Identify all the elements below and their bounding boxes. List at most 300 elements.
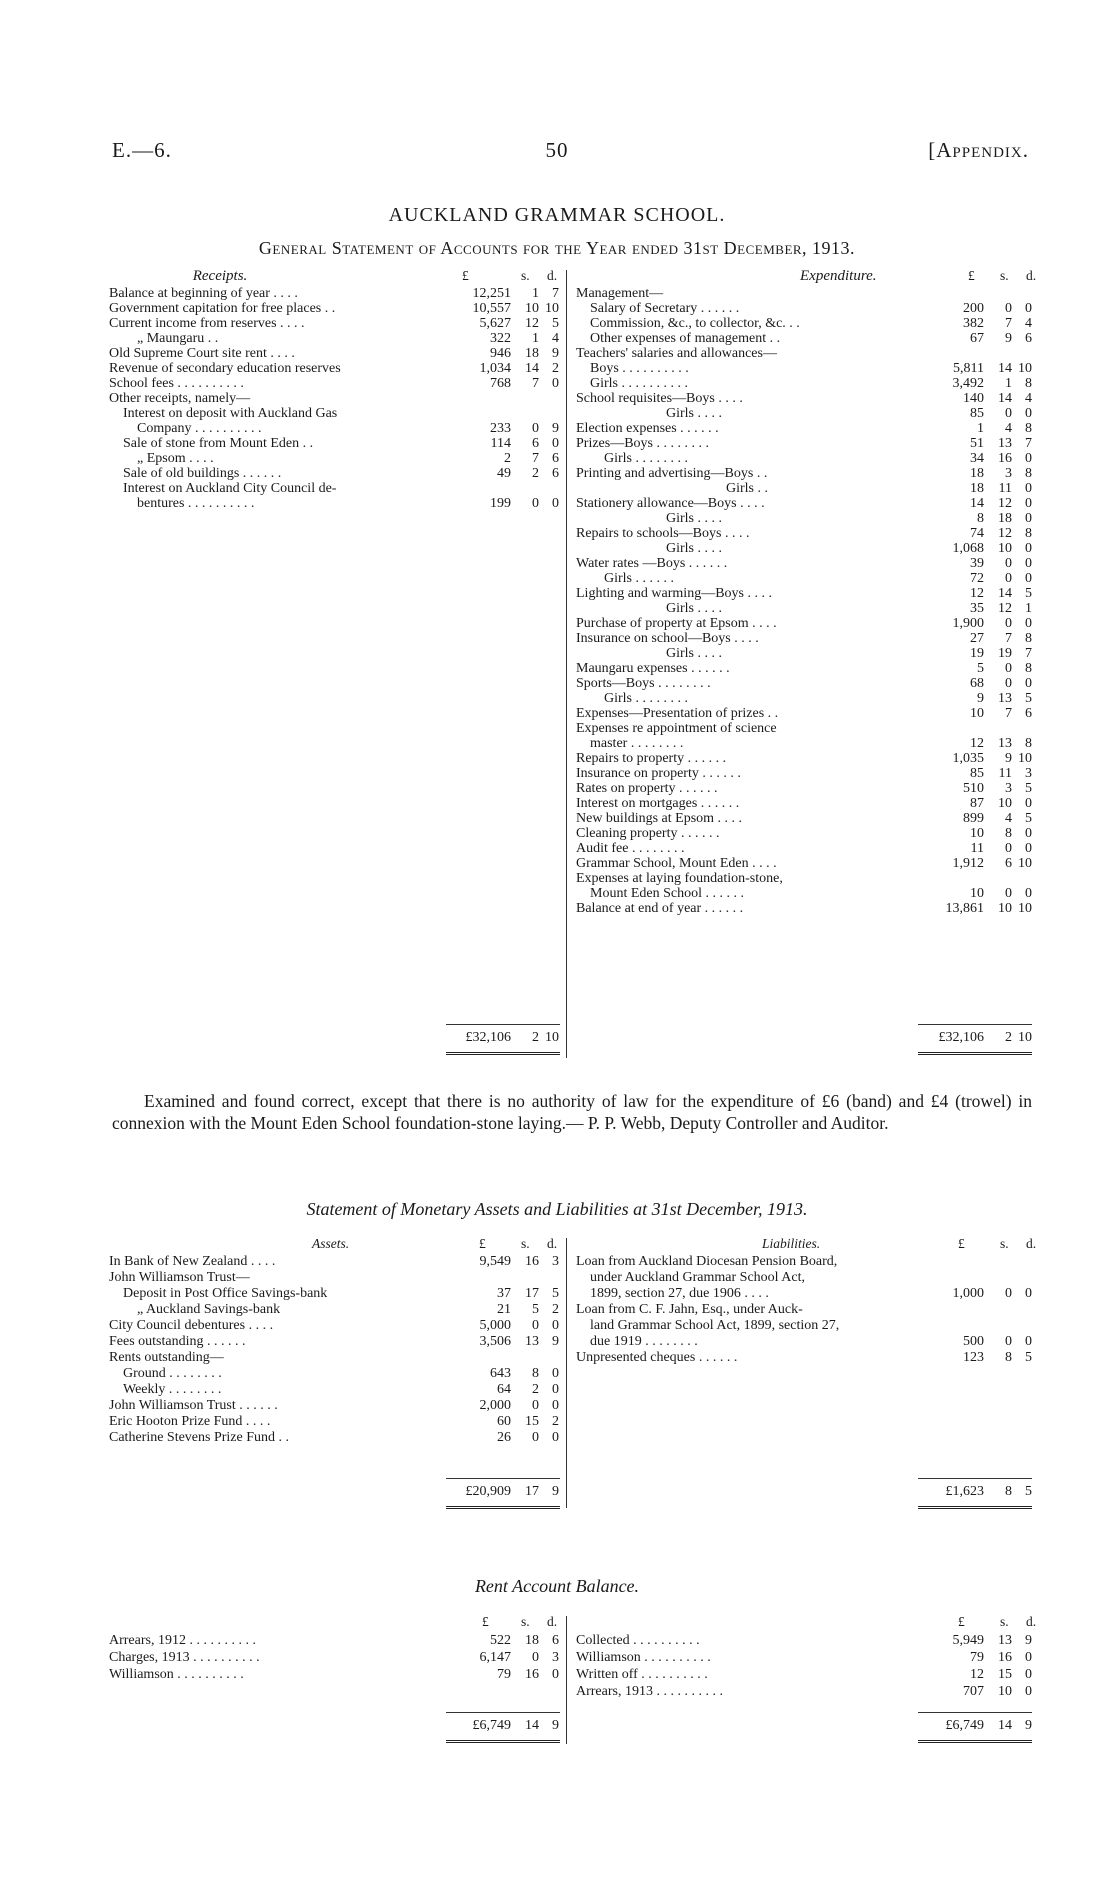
expenditure-row-label: Girls . . . . <box>666 541 722 556</box>
liab-s-head: s. <box>1000 1236 1009 1251</box>
receipt-row-shillings: 2 <box>532 466 539 481</box>
expenditure-row-label: Maungaru expenses . . . . . . <box>576 661 730 676</box>
receipt-row-pence: 2 <box>552 361 559 376</box>
expenditure-row <box>576 376 1032 391</box>
rent-right-double-rule <box>918 1740 1032 1745</box>
asset-row-label: Catherine Stevens Prize Fund . . <box>109 1430 290 1445</box>
expenditure-row <box>576 571 1032 586</box>
expenditure-row-pence: 0 <box>1025 556 1032 571</box>
expenditure-row <box>576 781 1032 796</box>
expenditure-row-shillings: 3 <box>1005 466 1012 481</box>
receipt-row-pounds: 199 <box>490 496 511 511</box>
expenditure-row <box>576 511 1032 526</box>
expenditure-row-pence: 1 <box>1025 601 1032 616</box>
expenditure-row-pounds: 5 <box>977 661 984 676</box>
liability-row-shillings: 8 <box>1005 1350 1012 1365</box>
receipt-row-shillings: 7 <box>532 376 539 391</box>
receipt-row-pence: 6 <box>552 451 559 466</box>
expenditure-row <box>576 301 1032 316</box>
expenditure-row <box>576 436 1032 451</box>
assets-total-row-pounds: £20,909 <box>465 1484 511 1499</box>
assets-table <box>109 1254 559 1446</box>
asset-row-shillings: 0 <box>532 1398 539 1413</box>
asset-row <box>109 1302 559 1318</box>
expenditure-row-label: Expenses at laying foundation-stone, <box>576 871 783 886</box>
asset-row-shillings: 2 <box>532 1382 539 1397</box>
expenditure-row-label: Interest on mortgages . . . . . . <box>576 796 740 811</box>
receipt-row-label: Interest on deposit with Auckland Gas <box>123 406 338 421</box>
receipt-row <box>109 376 559 391</box>
expenditure-row-shillings: 9 <box>1005 751 1012 766</box>
expenditure-row-shillings: 7 <box>1005 316 1012 331</box>
expenditure-row-pounds: 12 <box>970 586 984 601</box>
expenditure-row-pence: 0 <box>1025 406 1032 421</box>
liability-row <box>576 1318 1032 1334</box>
receipt-row-label: bentures . . . . . . . . . . <box>137 496 255 511</box>
expenditure-row-shillings: 0 <box>1005 301 1012 316</box>
expenditure-row <box>576 346 1032 361</box>
expenditure-row-label: Girls . . . . <box>666 406 722 421</box>
expenditure-row-shillings: 10 <box>998 796 1012 811</box>
expenditure-row-shillings: 10 <box>998 541 1012 556</box>
asset-row-label: Eric Hooton Prize Fund . . . . <box>109 1414 271 1429</box>
expenditure-row-shillings: 4 <box>1005 811 1012 826</box>
exp-total-rule <box>918 1024 1032 1025</box>
expenditure-row <box>576 841 1032 856</box>
receipt-row <box>109 361 559 376</box>
expenditure-row <box>576 556 1032 571</box>
receipts-total-row-pence: 10 <box>545 1030 559 1045</box>
receipt-row-pence: 10 <box>545 301 559 316</box>
expenditure-row-label: Balance at end of year . . . . . . <box>576 901 744 916</box>
expenditure-row <box>576 826 1032 841</box>
liability-row <box>576 1254 1032 1270</box>
rent-right-d-head: d. <box>1026 1614 1037 1629</box>
expenditure-row-pence: 5 <box>1025 691 1032 706</box>
rent-credit-row-shillings: 13 <box>998 1633 1012 1648</box>
expenditure-row-label: Girls . . . . . . . . <box>604 451 688 466</box>
expenditure-row <box>576 316 1032 331</box>
document-title: AUCKLAND GRAMMAR SCHOOL. <box>388 204 726 226</box>
expenditure-row-pounds: 72 <box>970 571 984 586</box>
expenditure-row-pence: 0 <box>1025 451 1032 466</box>
assets-liabilities-title: Statement of Monetary Assets and Liabilities at 31st December, 1913. <box>306 1199 808 1219</box>
receipt-row-pounds: 12,251 <box>472 286 511 301</box>
page-number: 50 <box>545 138 569 162</box>
rent-charge-row-pounds: 522 <box>490 1633 511 1648</box>
asset-row-pence: 2 <box>552 1302 559 1317</box>
expenditure-row-pence: 7 <box>1025 436 1032 451</box>
rent-charge-row-pence: 6 <box>552 1633 559 1648</box>
receipt-row-shillings: 12 <box>525 316 539 331</box>
asset-row-pence: 0 <box>552 1430 559 1445</box>
receipt-row-pounds: 49 <box>497 466 511 481</box>
rent-left-d-head: d. <box>547 1614 558 1629</box>
expenditure-row-label: Salary of Secretary . . . . . . <box>590 301 740 316</box>
asset-row-pounds: 5,000 <box>479 1318 511 1333</box>
liability-row-shillings: 0 <box>1005 1286 1012 1301</box>
expenditure-caption: Expenditure. <box>800 268 877 284</box>
expenditure-row-shillings: 0 <box>1005 886 1012 901</box>
expenditure-row <box>576 796 1032 811</box>
expenditure-row-pence: 10 <box>1018 361 1032 376</box>
liability-row-label: Unpresented cheques . . . . . . <box>576 1350 738 1365</box>
exp-double-rule <box>918 1052 1032 1057</box>
receipt-row <box>109 496 559 511</box>
receipt-row <box>109 451 559 466</box>
expenditure-row-pounds: 1,035 <box>952 751 984 766</box>
expenditure-row-shillings: 13 <box>998 736 1012 751</box>
liabilities-total-row-pence: 5 <box>1025 1484 1032 1499</box>
receipts-caption: Receipts. <box>192 268 248 284</box>
liability-row-label: land Grammar School Act, 1899, section 27, <box>590 1318 840 1333</box>
expenditure-row-pence: 4 <box>1025 391 1032 406</box>
liabilities-table <box>576 1254 1032 1366</box>
receipt-row-pence: 4 <box>552 331 559 346</box>
expenditure-row <box>576 331 1032 346</box>
receipt-row <box>109 286 559 301</box>
asset-row <box>109 1334 559 1350</box>
expenditure-total-row <box>576 1030 1032 1045</box>
expenditure-row-shillings: 0 <box>1005 676 1012 691</box>
receipt-row <box>109 481 559 496</box>
receipt-row-label: Balance at beginning of year . . . . <box>109 286 298 301</box>
liability-row <box>576 1286 1032 1302</box>
expenditure-row-label: Commission, &c., to collector, &c. . . <box>590 316 800 331</box>
asset-row-pence: 2 <box>552 1414 559 1429</box>
receipt-row-label: Current income from reserves . . . . <box>109 316 305 331</box>
expenditure-row <box>576 646 1032 661</box>
receipts-total-rule <box>446 1024 560 1025</box>
expenditure-row-pence: 8 <box>1025 736 1032 751</box>
expenditure-row-pounds: 10 <box>970 886 984 901</box>
rent-charge-row <box>109 1666 559 1683</box>
liability-row <box>576 1350 1032 1366</box>
expenditure-row-label: Girls . . . . <box>666 601 722 616</box>
rent-right-total-row-shillings: 14 <box>998 1718 1012 1733</box>
expenditure-row-shillings: 4 <box>1005 421 1012 436</box>
expenditure-row-pence: 5 <box>1025 811 1032 826</box>
expenditure-row-pounds: 8 <box>977 511 984 526</box>
receipt-row <box>109 316 559 331</box>
assets-caption: Assets. <box>312 1236 350 1251</box>
receipt-row-shillings: 0 <box>532 421 539 436</box>
exp-pound-head: £ <box>968 268 975 283</box>
receipt-row <box>109 346 559 361</box>
rent-credit-row-label: Written off . . . . . . . . . . <box>576 1667 708 1682</box>
receipt-row-pence: 7 <box>552 286 559 301</box>
page-code: E.—6. <box>112 138 172 162</box>
expenditure-row-label: Other expenses of management . . <box>590 331 781 346</box>
expenditure-row <box>576 856 1032 871</box>
expenditure-row-label: Teachers' salaries and allowances— <box>576 346 777 361</box>
expenditure-row-shillings: 0 <box>1005 661 1012 676</box>
expenditure-row-label: School requisites—Boys . . . . <box>576 391 743 406</box>
expenditure-row-label: Insurance on school—Boys . . . . <box>576 631 759 646</box>
asset-row-pence: 5 <box>552 1286 559 1301</box>
expenditure-row-pounds: 14 <box>970 496 984 511</box>
rent-credit-row-label: Collected . . . . . . . . . . <box>576 1633 700 1648</box>
rent-charge-row-shillings: 16 <box>525 1667 539 1682</box>
expenditure-row-pence: 8 <box>1025 421 1032 436</box>
expenditure-row-label: Girls . . . . <box>666 511 722 526</box>
audit-note: Examined and found correct, except that there is no authority of law for the expenditure of £6 (band) and £4 (trowel) in connexion with the Mount Eden School foundation-stone laying.— P. P. Webb, Deputy Controller and Auditor. <box>112 1091 1032 1133</box>
receipt-row-label: Old Supreme Court site rent . . . . <box>109 346 295 361</box>
rent-credit-row <box>576 1649 1032 1666</box>
expenditure-row-pence: 0 <box>1025 796 1032 811</box>
expenditure-row-shillings: 3 <box>1005 781 1012 796</box>
liability-row-pence: 0 <box>1025 1286 1032 1301</box>
expenditure-row-label: Grammar School, Mount Eden . . . . <box>576 856 777 871</box>
rent-credit-row-shillings: 16 <box>998 1650 1012 1665</box>
expenditure-row-shillings: 1 <box>1005 376 1012 391</box>
expenditure-row-pounds: 11 <box>970 841 984 856</box>
expenditure-row-pence: 0 <box>1025 826 1032 841</box>
expenditure-row-shillings: 11 <box>998 766 1012 781</box>
expenditure-row-pence: 0 <box>1025 841 1032 856</box>
asset-row <box>109 1286 559 1302</box>
asset-row-shillings: 0 <box>532 1430 539 1445</box>
expenditure-row-pounds: 1,900 <box>952 616 984 631</box>
expenditure-row <box>576 616 1032 631</box>
expenditure-row <box>576 421 1032 436</box>
expenditure-total <box>576 1030 1032 1045</box>
expenditure-row-pence: 8 <box>1025 661 1032 676</box>
receipt-row <box>109 331 559 346</box>
expenditure-row-pence: 10 <box>1018 856 1032 871</box>
asset-row <box>109 1366 559 1382</box>
expenditure-row <box>576 481 1032 496</box>
receipt-row-label: „ Maungaru . . <box>137 331 219 346</box>
assets-pound-head: £ <box>479 1236 486 1251</box>
assets-double-rule <box>446 1506 560 1511</box>
asset-row-pence: 3 <box>552 1254 559 1269</box>
rent-left-total-row <box>109 1718 559 1733</box>
expenditure-row-pence: 0 <box>1025 541 1032 556</box>
expenditure-row-shillings: 18 <box>998 511 1012 526</box>
rent-charge-row-label: Charges, 1913 . . . . . . . . . . <box>109 1650 260 1665</box>
expenditure-row-pounds: 13,861 <box>945 901 984 916</box>
rent-charge-row-pounds: 79 <box>497 1667 511 1682</box>
expenditure-row-pence: 0 <box>1025 496 1032 511</box>
expenditure-row-pounds: 10 <box>970 826 984 841</box>
asset-row-shillings: 15 <box>525 1414 539 1429</box>
liability-row <box>576 1334 1032 1350</box>
expenditure-total-row-pounds: £32,106 <box>938 1030 984 1045</box>
expenditure-row-pounds: 382 <box>963 316 984 331</box>
expenditure-row-label: Rates on property . . . . . . <box>576 781 718 796</box>
expenditure-row-pounds: 510 <box>963 781 984 796</box>
expenditure-row-label: Cleaning property . . . . . . <box>576 826 720 841</box>
asset-row <box>109 1398 559 1414</box>
asset-row-pounds: 3,506 <box>479 1334 511 1349</box>
receipt-row-pounds: 322 <box>490 331 511 346</box>
expenditure-row <box>576 526 1032 541</box>
expenditure-row <box>576 631 1032 646</box>
receipt-row-shillings: 7 <box>532 451 539 466</box>
liability-row-label: Loan from C. F. Jahn, Esq., under Auck- <box>576 1302 803 1317</box>
expenditure-row-pence: 0 <box>1025 616 1032 631</box>
rent-right-total-row <box>576 1718 1032 1733</box>
asset-row-label: In Bank of New Zealand . . . . <box>109 1254 276 1269</box>
receipt-row-label: „ Epsom . . . . <box>137 451 214 466</box>
expenditure-row-pounds: 1,912 <box>952 856 984 871</box>
rent-left-double-rule <box>446 1740 560 1745</box>
liability-row-pounds: 500 <box>963 1334 984 1349</box>
expenditure-row-pounds: 1 <box>977 421 984 436</box>
expenditure-row-shillings: 7 <box>1005 631 1012 646</box>
rent-account-title: Rent Account Balance. <box>474 1576 640 1596</box>
receipt-row-shillings: 10 <box>525 301 539 316</box>
receipts-pound-head: £ <box>462 268 469 283</box>
rent-right-s-head: s. <box>1000 1614 1009 1629</box>
expenditure-row <box>576 496 1032 511</box>
asset-row-shillings: 8 <box>532 1366 539 1381</box>
expenditure-row-shillings: 0 <box>1005 841 1012 856</box>
asset-row-pounds: 37 <box>497 1286 511 1301</box>
expenditure-row-pounds: 5,811 <box>953 361 984 376</box>
expenditure-row-pence: 6 <box>1025 331 1032 346</box>
expenditure-row <box>576 586 1032 601</box>
expenditure-row-pounds: 18 <box>970 481 984 496</box>
asset-row <box>109 1350 559 1366</box>
expenditure-row-pence: 7 <box>1025 646 1032 661</box>
receipt-row-pounds: 946 <box>490 346 511 361</box>
rent-left-pound-head: £ <box>482 1614 489 1629</box>
expenditure-row-pounds: 34 <box>970 451 984 466</box>
receipt-row-pounds: 5,627 <box>479 316 511 331</box>
expenditure-row <box>576 736 1032 751</box>
rent-right-total-row-pounds: £6,749 <box>945 1718 984 1733</box>
asset-row-label: Weekly . . . . . . . . <box>123 1382 222 1397</box>
expenditure-row <box>576 676 1032 691</box>
expenditure-row <box>576 871 1032 886</box>
liability-row-label: 1899, section 27, due 1906 . . . . <box>590 1286 769 1301</box>
expenditure-row-label: Lighting and warming—Boys . . . . <box>576 586 772 601</box>
expenditure-row-label: Boys . . . . . . . . . . <box>590 361 689 376</box>
rent-left-total <box>109 1718 559 1733</box>
rent-credit-row-pence: 9 <box>1025 1633 1032 1648</box>
expenditure-row-pence: 0 <box>1025 301 1032 316</box>
receipt-row-label: Company . . . . . . . . . . <box>137 421 262 436</box>
expenditure-row-label: Stationery allowance—Boys . . . . <box>576 496 765 511</box>
liab-d-head: d. <box>1026 1236 1037 1251</box>
liability-row <box>576 1302 1032 1318</box>
rent-charge-row-pounds: 6,147 <box>479 1650 511 1665</box>
rent-credit-row-shillings: 15 <box>998 1667 1012 1682</box>
expenditure-row-shillings: 19 <box>998 646 1012 661</box>
rent-credit-row-pence: 0 <box>1025 1650 1032 1665</box>
liability-row <box>576 1270 1032 1286</box>
liability-row-pence: 0 <box>1025 1334 1032 1349</box>
rent-credit-row-pence: 0 <box>1025 1667 1032 1682</box>
expenditure-row-pounds: 85 <box>970 406 984 421</box>
rent-credit-row <box>576 1683 1032 1700</box>
rent-right-table <box>576 1632 1032 1700</box>
expenditure-row-pounds: 39 <box>970 556 984 571</box>
receipt-row-pence: 0 <box>552 436 559 451</box>
expenditure-row-shillings: 0 <box>1005 571 1012 586</box>
assets-total-row-shillings: 17 <box>525 1484 539 1499</box>
expenditure-row-pence: 4 <box>1025 316 1032 331</box>
expenditure-row-pence: 3 <box>1025 766 1032 781</box>
receipts-total-row-shillings: 2 <box>532 1030 539 1045</box>
expenditure-row-pence: 5 <box>1025 586 1032 601</box>
rent-credit-row <box>576 1666 1032 1683</box>
receipt-row <box>109 301 559 316</box>
expenditure-row-label: Girls . . . . <box>666 646 722 661</box>
expenditure-row-pounds: 140 <box>963 391 984 406</box>
rent-charge-row-shillings: 0 <box>532 1650 539 1665</box>
expenditure-row-pence: 10 <box>1018 901 1032 916</box>
expenditure-row-label: Purchase of property at Epsom . . . . <box>576 616 777 631</box>
expenditure-row-label: Girls . . . . . . <box>604 571 674 586</box>
receipt-row-shillings: 14 <box>525 361 539 376</box>
column-divider <box>566 270 567 1058</box>
liab-total-rule <box>918 1478 1032 1479</box>
receipts-double-rule <box>446 1052 560 1057</box>
expenditure-row-label: Repairs to property . . . . . . <box>576 751 727 766</box>
liability-row-label: due 1919 . . . . . . . . <box>590 1334 698 1349</box>
receipt-row-label: Sale of old buildings . . . . . . <box>123 466 282 481</box>
expenditure-row-pounds: 85 <box>970 766 984 781</box>
rent-credit-row-pounds: 707 <box>963 1684 984 1699</box>
expenditure-row-shillings: 7 <box>1005 706 1012 721</box>
expenditure-row <box>576 601 1032 616</box>
receipt-row-pounds: 2 <box>504 451 511 466</box>
expenditure-row-label: Insurance on property . . . . . . <box>576 766 741 781</box>
liability-row-label: under Auckland Grammar School Act, <box>590 1270 806 1285</box>
asset-row-label: City Council debentures . . . . <box>109 1318 274 1333</box>
expenditure-row <box>576 451 1032 466</box>
expenditure-row-pence: 5 <box>1025 781 1032 796</box>
expenditure-row-pounds: 27 <box>970 631 984 646</box>
asset-row-label: „ Auckland Savings-bank <box>137 1302 281 1317</box>
expenditure-row-label: master . . . . . . . . <box>590 736 684 751</box>
liabilities-total <box>576 1484 1032 1499</box>
expenditure-total-row-pence: 10 <box>1018 1030 1032 1045</box>
asset-row-label: Rents outstanding— <box>109 1350 224 1365</box>
expenditure-row-label: Prizes—Boys . . . . . . . . <box>576 436 709 451</box>
expenditure-row-shillings: 14 <box>998 361 1012 376</box>
exp-s-head: s. <box>1000 268 1009 283</box>
rent-charge-row-label: Arrears, 1912 . . . . . . . . . . <box>109 1633 256 1648</box>
expenditure-row-pounds: 35 <box>970 601 984 616</box>
expenditure-row <box>576 901 1032 916</box>
expenditure-row <box>576 466 1032 481</box>
receipt-row-pounds: 1,034 <box>479 361 511 376</box>
rent-credit-row-pounds: 5,949 <box>952 1633 984 1648</box>
expenditure-row-shillings: 14 <box>998 586 1012 601</box>
receipt-row-pence: 9 <box>552 421 559 436</box>
rent-credit-row-pounds: 79 <box>970 1650 984 1665</box>
receipt-row <box>109 421 559 436</box>
rent-column-divider <box>566 1616 567 1744</box>
receipt-row <box>109 391 559 406</box>
expenditure-row-shillings: 0 <box>1005 556 1012 571</box>
rent-charge-row-pence: 3 <box>552 1650 559 1665</box>
receipt-row-shillings: 0 <box>532 496 539 511</box>
expenditure-row-shillings: 8 <box>1005 826 1012 841</box>
assets-column-divider <box>566 1238 567 1508</box>
receipt-row-shillings: 6 <box>532 436 539 451</box>
liabilities-total-row-pounds: £1,623 <box>945 1484 984 1499</box>
expenditure-row <box>576 406 1032 421</box>
receipt-row-label: Interest on Auckland City Council de- <box>123 481 337 496</box>
receipt-row-label: Other receipts, namely— <box>109 391 251 406</box>
expenditure-row-pounds: 51 <box>970 436 984 451</box>
rent-right-total-rule <box>918 1712 1032 1713</box>
